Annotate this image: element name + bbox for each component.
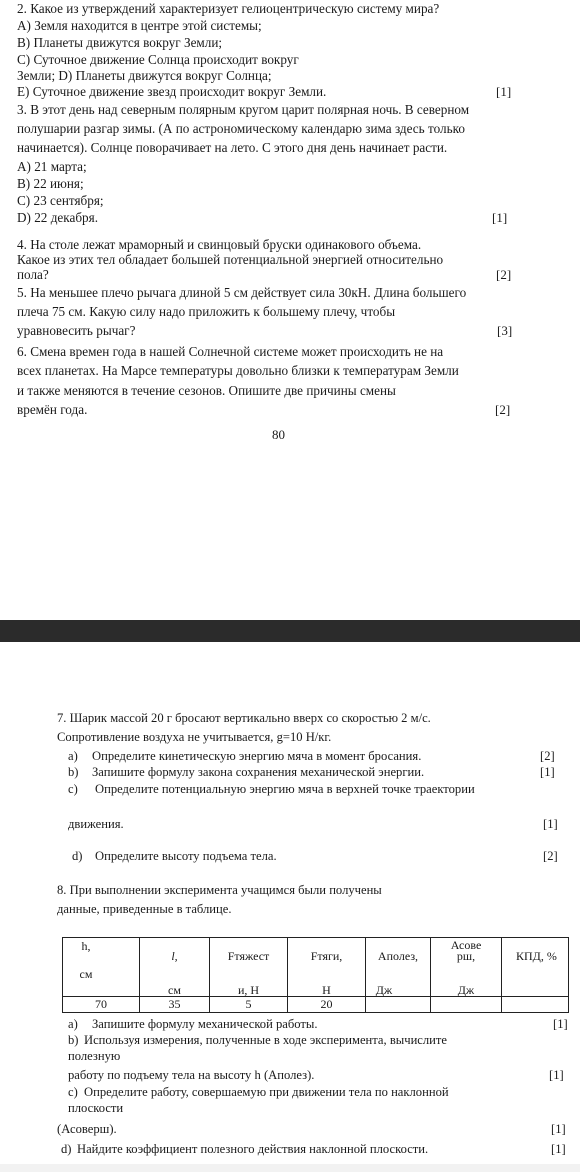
header-cell: Fтяжест и, Н bbox=[210, 938, 288, 997]
q7-item-text: Определите кинетическую энергию мяча в момент бросания. bbox=[92, 749, 422, 763]
header-cell: Аполез, Дж bbox=[366, 938, 431, 997]
q8-item-text: Используя измерения, полученные в ходе эксперимента, вычислите bbox=[84, 1033, 448, 1047]
q4-line: Какое из этих тел обладает большей потенциальной энергией относительно bbox=[17, 252, 444, 267]
q2-option: В) Планеты движутся вокруг Земли; bbox=[17, 35, 223, 50]
page-separator bbox=[0, 620, 580, 642]
q5-line: уравновесить рычаг? bbox=[17, 323, 136, 338]
table-cell bbox=[502, 997, 569, 1013]
q8-item-label: b) bbox=[68, 1033, 79, 1047]
q3-line: 3. В этот день над северным полярным кругом царит полярная ночь. В северном bbox=[17, 102, 470, 117]
page-number: 80 bbox=[272, 427, 285, 442]
q8-item-mark: [1] bbox=[553, 1017, 568, 1031]
q7-item-mark: [1] bbox=[540, 765, 555, 779]
q5-line: 5. На меньшее плечо рычага длиной 5 см действует сила 30кН. Длина большего bbox=[17, 285, 467, 300]
q8-item-label: a) bbox=[68, 1017, 78, 1031]
q8-line: 8. При выполнении эксперимента учащимся были получены bbox=[57, 883, 382, 897]
q7-item-text: Определите высоту подъема тела. bbox=[95, 849, 277, 863]
q4-line: 4. На столе лежат мраморный и свинцовый бруски одинакового объема. bbox=[17, 237, 422, 252]
table-cell bbox=[431, 997, 502, 1013]
q8-item-text: Определите работу, совершаемую при движении тела по наклонной bbox=[84, 1085, 449, 1099]
page-bottom-edge bbox=[0, 1164, 580, 1172]
q7-item-label: d) bbox=[72, 849, 83, 863]
q7-item-mark: [2] bbox=[543, 849, 558, 863]
q4-line: пола? bbox=[17, 267, 49, 282]
q8-item-text: полезную bbox=[68, 1049, 121, 1063]
table-cell bbox=[366, 997, 431, 1013]
q8-item-mark: [1] bbox=[551, 1122, 566, 1136]
q8-item-text: (Асоверш). bbox=[57, 1122, 117, 1136]
q8-item-label: c) bbox=[68, 1085, 78, 1099]
q6-mark: [2] bbox=[495, 402, 511, 417]
q6-line: всех планетах. На Марсе температуры довольно близки к температурам Земли bbox=[17, 363, 459, 378]
q3-option: В) 22 июня; bbox=[17, 176, 84, 191]
q7-line: Сопротивление воздуха не учитывается, g=10 Н/кг. bbox=[57, 730, 332, 744]
q7-line: 7. Шарик массой 20 г бросают вертикально вверх со скоростью 2 м/с. bbox=[57, 711, 431, 725]
q3-mark: [1] bbox=[492, 210, 508, 225]
q2-mark: [1] bbox=[496, 84, 512, 99]
q8-item-text: Найдите коэффициент полезного действия наклонной плоскости. bbox=[77, 1142, 429, 1156]
q7-item-label: a) bbox=[68, 749, 78, 763]
q2-option: Земли; D) Планеты движутся вокруг Солнца; bbox=[17, 68, 272, 83]
header-cell: Асове рш, Дж bbox=[431, 938, 502, 997]
q6-line: 6. Смена времен года в нашей Солнечной системе может происходить не на bbox=[17, 344, 444, 359]
q7-item-mark: [2] bbox=[540, 749, 555, 763]
q7-item-text: движения. bbox=[68, 817, 124, 831]
q3-option: А) 21 марта; bbox=[17, 159, 87, 174]
q7-item-mark: [1] bbox=[543, 817, 558, 831]
q2-option: Е) Суточное движение звезд происходит вокруг Земли. bbox=[17, 84, 327, 99]
header-cell: l, см bbox=[140, 938, 210, 997]
q2-option: А) Земля находится в центре этой системы; bbox=[17, 18, 262, 33]
table-row bbox=[63, 997, 569, 1013]
table-cell: 35 bbox=[140, 997, 210, 1013]
q2-line: 2. Какое из утверждений характеризует гелиоцентрическую систему мира? bbox=[17, 1, 440, 16]
q4-mark: [2] bbox=[496, 267, 512, 282]
q7-item-text: Запишите формулу закона сохранения механической энергии. bbox=[92, 765, 425, 779]
q5-line: плеча 75 см. Какую силу надо приложить к большему плечу, чтобы bbox=[17, 304, 396, 319]
q3-option: С) 23 сентября; bbox=[17, 193, 104, 208]
q6-line: и также меняются в течение сезонов. Опишите две причины смены bbox=[17, 383, 396, 398]
table-cell: 20 bbox=[288, 997, 366, 1013]
q6-line: времён года. bbox=[17, 402, 88, 417]
q7-item-text: Определите потенциальную энергию мяча в верхней точке траектории bbox=[95, 782, 475, 796]
q8-item-mark: [1] bbox=[551, 1142, 566, 1156]
q3-option: D) 22 декабря. bbox=[17, 210, 98, 225]
q8-item-mark: [1] bbox=[549, 1068, 564, 1082]
header-cell: КПД, % bbox=[502, 938, 569, 997]
table-cell: 5 bbox=[210, 997, 288, 1013]
q8-item-text: Запишите формулу механической работы. bbox=[92, 1017, 318, 1031]
table-header-row bbox=[63, 938, 569, 997]
header-cell: Fтяги, Н bbox=[288, 938, 366, 997]
header-cell: h, см bbox=[63, 938, 140, 997]
q7-item-label: b) bbox=[68, 765, 79, 779]
q2-option: С) Суточное движение Солнца происходит вокруг bbox=[17, 52, 299, 67]
q7-item-label: c) bbox=[68, 782, 78, 796]
q8-item-label: d) bbox=[61, 1142, 72, 1156]
table-cell: 70 bbox=[63, 997, 140, 1013]
q3-line: начинается). Солнце поворачивает на лето. С этого дня день начинает расти. bbox=[17, 140, 448, 155]
experiment-table bbox=[62, 937, 569, 1013]
q8-item-text: работу по подъему тела на высоту h (Аполез). bbox=[68, 1068, 315, 1082]
q3-line: полушарии разгар зимы. (А по астрономическому календарю зима здесь только bbox=[17, 121, 465, 136]
q8-line: данные, приведенные в таблице. bbox=[57, 902, 232, 916]
q5-mark: [3] bbox=[497, 323, 513, 338]
q8-item-text: плоскости bbox=[68, 1101, 124, 1115]
